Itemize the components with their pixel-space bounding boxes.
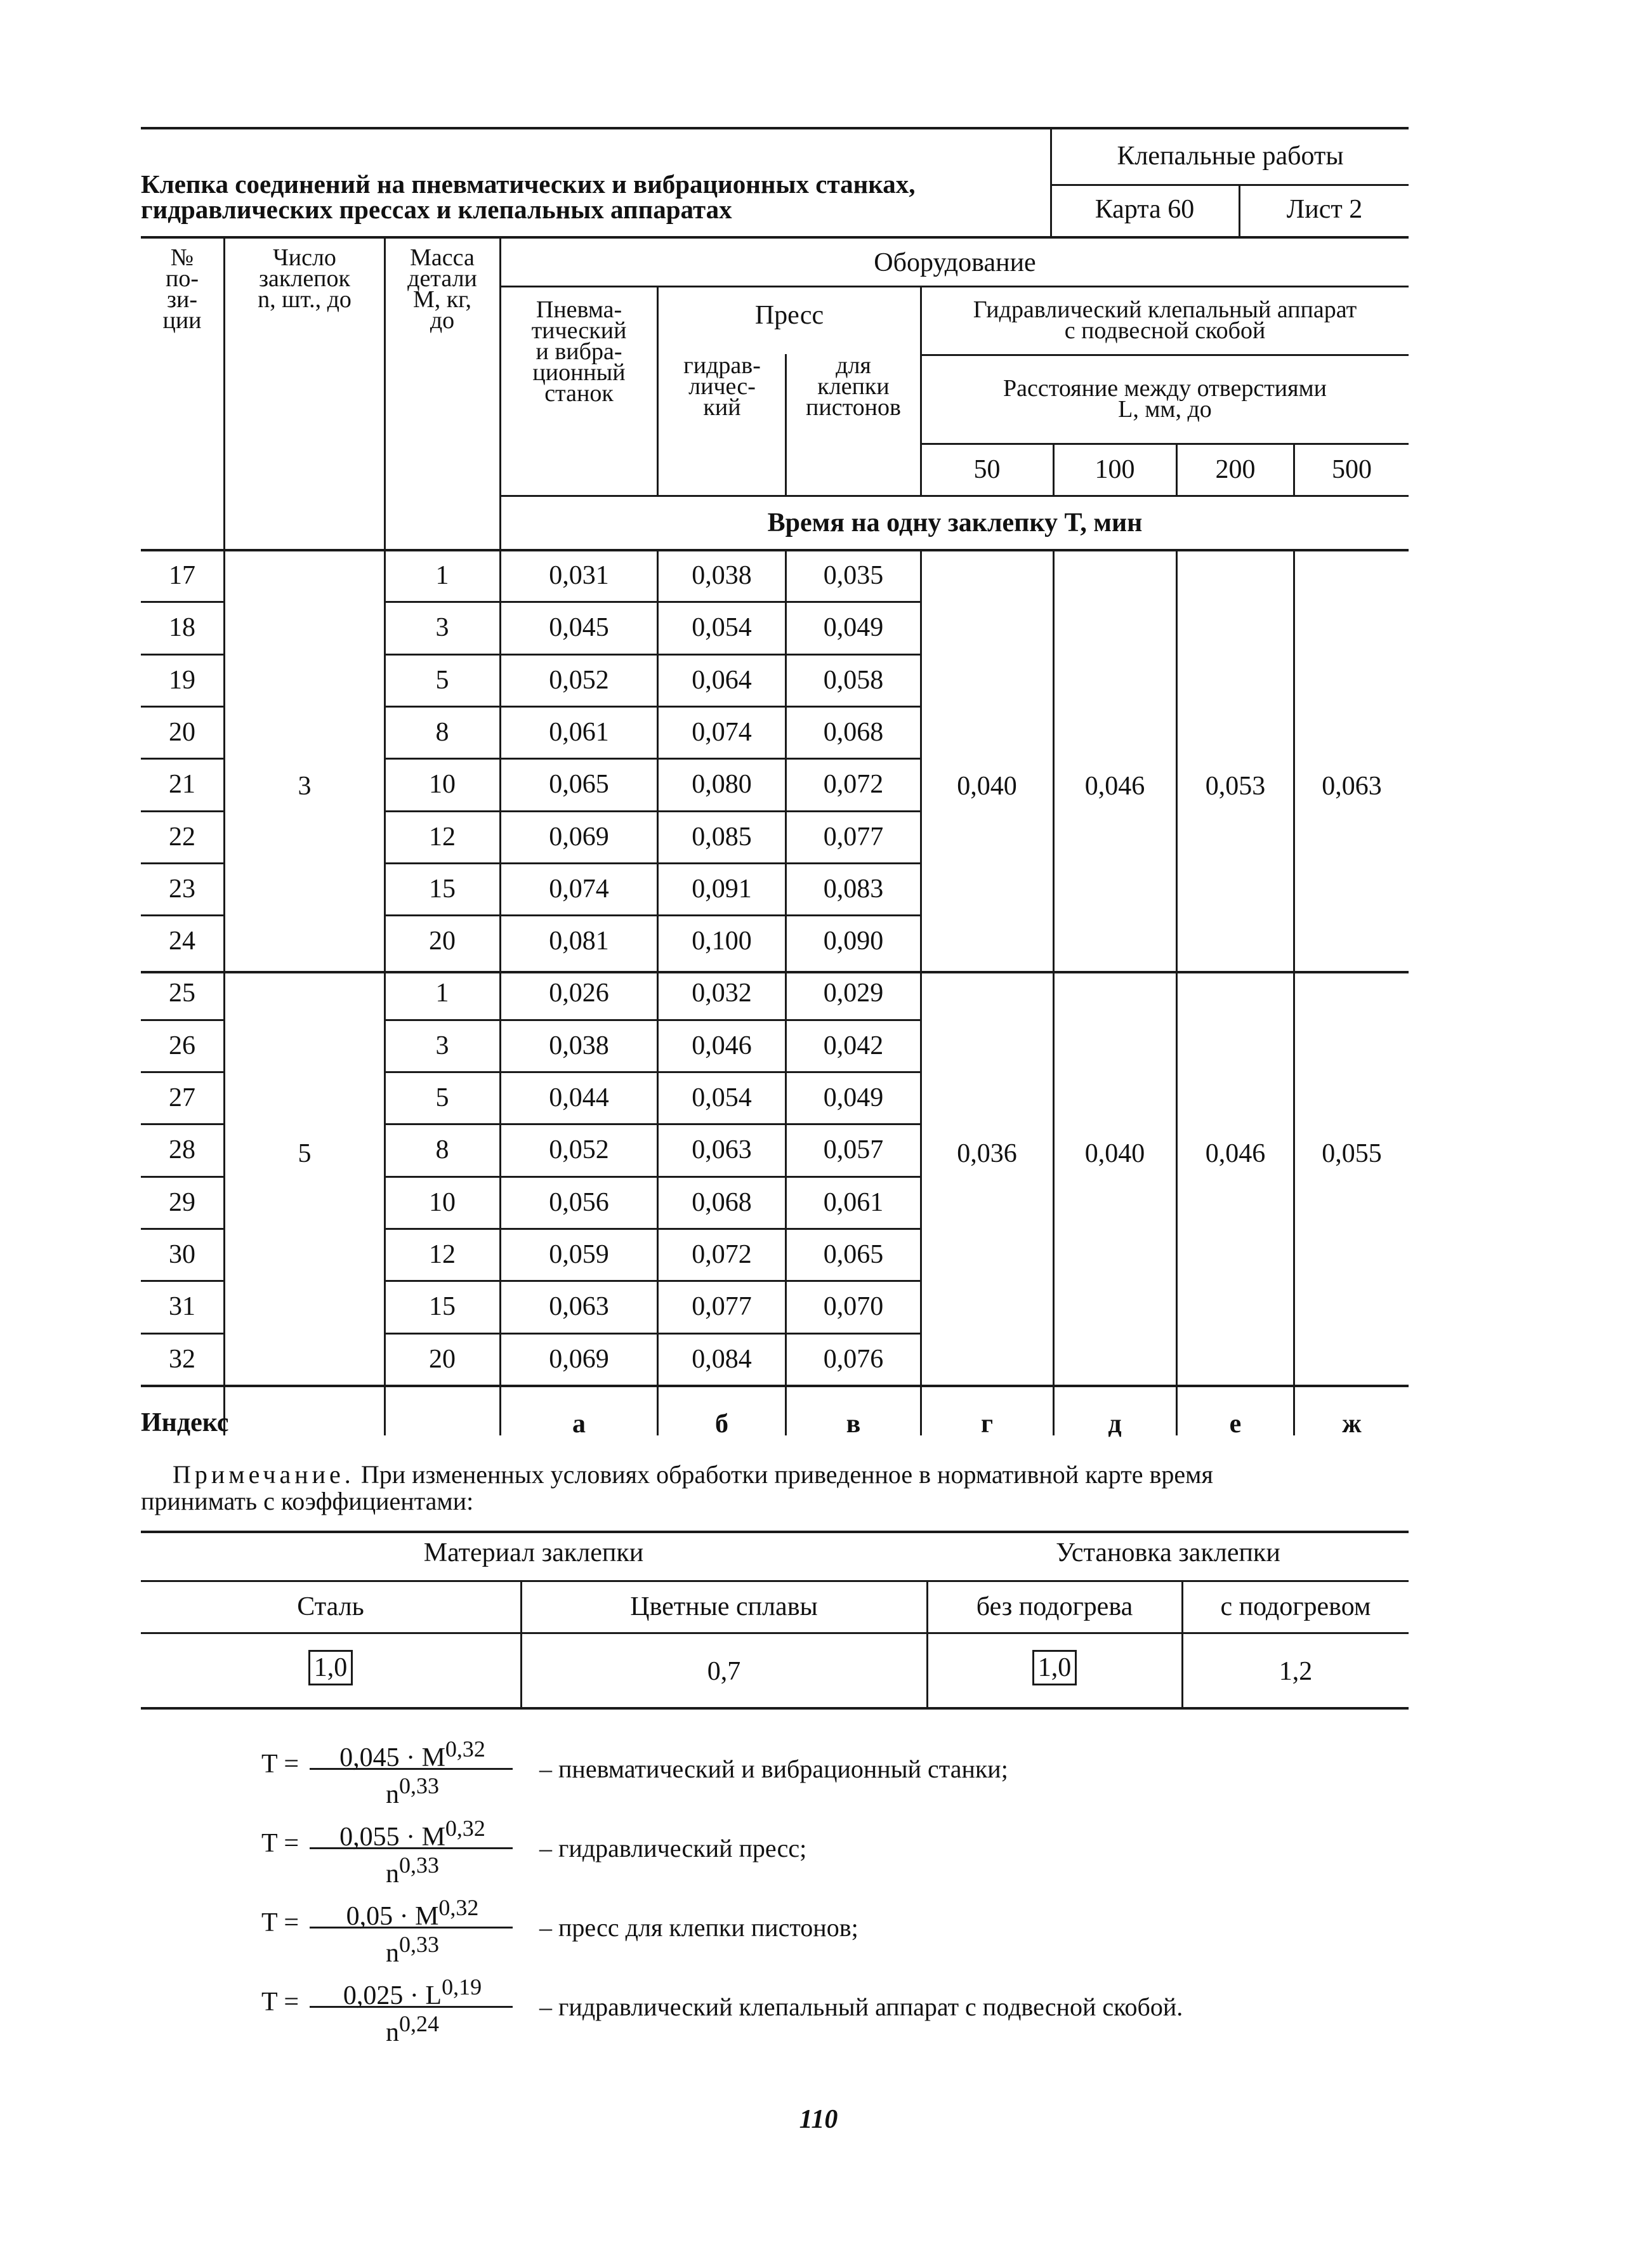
press-pistons-time-cell: 0,035 (823, 561, 884, 590)
card-number: Карта 60 (1095, 195, 1195, 224)
formula-denominator (305, 1930, 520, 1967)
col-mass-header (386, 244, 499, 334)
fraction-bar (310, 1768, 513, 1770)
mass-cell: 12 (429, 822, 456, 852)
distance-50: 50 (973, 455, 1001, 484)
press-hydraulic-time-cell: 0,046 (692, 1031, 752, 1060)
row-divider (141, 654, 223, 656)
press-pistons-time-cell: 0,068 (823, 717, 884, 747)
press-pistons-time-cell: 0,049 (823, 613, 884, 643)
position-cell: 20 (169, 717, 195, 747)
pneumatic-time-cell: 0,059 (549, 1239, 609, 1269)
index-b: б (715, 1409, 728, 1439)
header-text: Число (273, 244, 336, 271)
header-text: личес- (688, 373, 756, 400)
row-divider (384, 810, 920, 812)
press-pistons-time-cell: 0,072 (823, 770, 884, 800)
coef-steel (141, 1650, 520, 1685)
formula-lhs: T = (261, 1988, 299, 2017)
press-hydraulic-time-cell: 0,038 (692, 561, 752, 590)
pneumatic-time-cell: 0,081 (549, 926, 609, 956)
denominator-exponent: 0,24 (399, 2011, 439, 2036)
hyd-g2-200: 0,046 (1205, 1139, 1266, 1168)
press-pistons-time-cell: 0,070 (823, 1292, 884, 1322)
pneumatic-time-cell: 0,056 (549, 1187, 609, 1217)
header-text: по- (166, 265, 199, 292)
press-pistons-time-cell: 0,083 (823, 874, 884, 904)
coef-nonferrous: 0,7 (707, 1657, 741, 1686)
pneumatic-time-cell: 0,052 (549, 665, 609, 695)
row-divider (384, 1333, 920, 1335)
fraction-bar (310, 1927, 513, 1928)
header-text: Пневма- (536, 296, 622, 323)
row-divider (384, 1071, 920, 1073)
formula-description: – гидравлический пресс; (539, 1834, 807, 1863)
row-divider (141, 914, 223, 916)
formula-lhs: T = (261, 1908, 299, 1937)
pneumatic-header (501, 296, 657, 407)
mass-cell: 1 (435, 979, 449, 1008)
row-divider (141, 1071, 223, 1073)
press-hydraulic-time-cell: 0,054 (692, 1083, 752, 1112)
header-text: M, кг, (412, 286, 472, 313)
header-text: клепки (817, 373, 890, 400)
header-text: кий (703, 394, 741, 421)
row-divider (384, 862, 920, 864)
position-cell: 23 (169, 874, 195, 904)
header-text: Гидравлический клепальный аппарат (973, 296, 1357, 323)
header-text: станок (544, 380, 614, 407)
row-divider (141, 1123, 223, 1125)
index-a: а (572, 1409, 586, 1439)
header-text: ции (162, 307, 202, 334)
coef-heating: 1,2 (1279, 1657, 1313, 1686)
press-hydraulic-time-cell: 0,054 (692, 613, 752, 643)
pneumatic-time-cell: 0,026 (549, 979, 609, 1008)
mass-cell: 15 (429, 874, 456, 904)
index-v: в (846, 1409, 861, 1439)
coef-col-no-heating: без подогрева (976, 1592, 1133, 1621)
denominator-exponent: 0,33 (399, 1932, 439, 1957)
index-g: г (980, 1409, 994, 1439)
mass-cell: 5 (435, 665, 449, 695)
pneumatic-time-cell: 0,038 (549, 1031, 609, 1060)
position-cell: 30 (169, 1239, 195, 1269)
denominator-text: n (386, 2018, 399, 2047)
row-divider (384, 706, 920, 708)
page-number: 110 (799, 2105, 838, 2134)
install-header: Установка заклепки (1056, 1538, 1280, 1567)
note-text-1: При измененных условиях обработки приведенное в нормативной карте время (360, 1460, 1213, 1489)
row-divider (141, 758, 223, 760)
row-divider (141, 1280, 223, 1282)
hyd-g1-500: 0,063 (1322, 772, 1382, 801)
header-text: № (170, 244, 194, 271)
formula-numerator (305, 1894, 520, 1930)
header-text: и вибра- (536, 338, 622, 365)
press-pistons-time-cell: 0,077 (823, 822, 884, 852)
press-hydraulic-time-cell: 0,080 (692, 770, 752, 800)
hydraulic-apparatus-header (921, 296, 1409, 344)
denominator-text: n (386, 1859, 399, 1889)
row-divider (141, 706, 223, 708)
count-group-1: 3 (298, 772, 312, 801)
mass-cell: 3 (435, 1031, 449, 1060)
pneumatic-time-cell: 0,069 (549, 822, 609, 852)
row-divider (141, 862, 223, 864)
position-cell: 28 (169, 1135, 195, 1165)
row-divider (384, 1123, 920, 1125)
formula-denominator (305, 2010, 520, 2047)
hyd-g1-200: 0,053 (1205, 772, 1266, 801)
numerator-text: 0,025 · L (343, 1981, 442, 2010)
denominator-text: n (386, 1939, 399, 1968)
distance-500: 500 (1332, 455, 1372, 484)
pneumatic-time-cell: 0,052 (549, 1135, 609, 1165)
row-divider (384, 654, 920, 656)
formula-numerator (305, 1735, 520, 1772)
press-hydraulic-time-cell: 0,074 (692, 717, 752, 747)
row-divider (384, 1176, 920, 1178)
distance-200: 200 (1215, 455, 1256, 484)
col-count-header (225, 244, 384, 313)
press-hydraulic-time-cell: 0,077 (692, 1292, 752, 1322)
mass-cell: 3 (435, 613, 449, 643)
formula-numerator (305, 1973, 520, 2010)
header-text: n, шт., до (258, 286, 352, 313)
formula-lhs: T = (261, 1750, 299, 1779)
pneumatic-time-cell: 0,061 (549, 717, 609, 747)
formula-denominator (305, 1772, 520, 1809)
press-hydraulic-time-cell: 0,068 (692, 1187, 752, 1217)
position-cell: 32 (169, 1344, 195, 1374)
coef-col-steel: Сталь (297, 1592, 364, 1621)
press-hydraulic-time-cell: 0,032 (692, 979, 752, 1008)
row-divider (384, 1019, 920, 1021)
pneumatic-time-cell: 0,065 (549, 770, 609, 800)
pneumatic-time-cell: 0,044 (549, 1083, 609, 1112)
header-text: L, мм, до (1118, 396, 1212, 423)
mass-cell: 1 (435, 561, 449, 590)
press-hydraulic-time-cell: 0,072 (692, 1239, 752, 1269)
pneumatic-time-cell: 0,063 (549, 1292, 609, 1322)
formula-description: – пресс для клепки пистонов; (539, 1913, 858, 1942)
press-hydraulic-time-cell: 0,063 (692, 1135, 752, 1165)
position-cell: 31 (169, 1292, 195, 1322)
row-divider (141, 1228, 223, 1230)
coef-col-nonferrous: Цветные сплавы (630, 1592, 818, 1621)
press-pistons-header (787, 352, 920, 421)
position-cell: 27 (169, 1083, 195, 1112)
pneumatic-time-cell: 0,045 (549, 613, 609, 643)
formula-lhs: T = (261, 1829, 299, 1858)
numerator-text: 0,055 · M (339, 1823, 445, 1852)
position-cell: 26 (169, 1031, 195, 1060)
formula-description: – гидравлический клепальный аппарат с подвесной скобой. (539, 1993, 1183, 2021)
row-divider (141, 810, 223, 812)
pneumatic-time-cell: 0,069 (549, 1344, 609, 1374)
title-line-2: гидравлических прессах и клепальных аппаратах (141, 195, 732, 224)
mass-cell: 12 (429, 1239, 456, 1269)
row-divider (384, 1228, 920, 1230)
hyd-g2-50: 0,036 (957, 1139, 1017, 1168)
header-text: пистонов (806, 394, 901, 421)
denominator-exponent: 0,33 (399, 1773, 439, 1798)
row-divider (141, 1176, 223, 1178)
mass-cell: 15 (429, 1292, 456, 1322)
section-name: Клепальные работы (1117, 142, 1344, 171)
pneumatic-time-cell: 0,031 (549, 561, 609, 590)
position-cell: 21 (169, 770, 195, 800)
numerator-exponent: 0,32 (438, 1895, 479, 1920)
formula-numerator (305, 1814, 520, 1851)
row-divider (384, 601, 920, 603)
numerator-exponent: 0,19 (442, 1974, 482, 2000)
coef-no-heating (928, 1650, 1181, 1685)
fraction-bar (310, 2006, 513, 2008)
press-pistons-time-cell: 0,057 (823, 1135, 884, 1165)
press-pistons-time-cell: 0,029 (823, 979, 884, 1008)
position-cell: 24 (169, 926, 195, 956)
index-e: е (1229, 1409, 1242, 1439)
position-cell: 29 (169, 1187, 195, 1217)
mass-cell: 5 (435, 1083, 449, 1112)
header-text: детали (407, 265, 477, 292)
col-position-header (141, 244, 223, 334)
mass-cell: 20 (429, 926, 456, 956)
header-text: тический (531, 317, 627, 344)
press-pistons-time-cell: 0,061 (823, 1187, 884, 1217)
press-header: Пресс (754, 301, 824, 330)
press-pistons-time-cell: 0,049 (823, 1083, 884, 1112)
press-hydraulic-time-cell: 0,100 (692, 926, 752, 956)
distance-100: 100 (1095, 455, 1135, 484)
position-cell: 18 (169, 613, 195, 643)
header-text: гидрав- (683, 352, 761, 379)
press-hydraulic-time-cell: 0,085 (692, 822, 752, 852)
row-divider (141, 1333, 223, 1335)
note-text-2: принимать с коэффициентами: (141, 1487, 474, 1515)
position-cell: 19 (169, 665, 195, 695)
coef-no-heating-value: 1,0 (1032, 1650, 1077, 1685)
denominator-text: n (386, 1780, 399, 1809)
note-line-1 (173, 1460, 1213, 1489)
press-hydraulic-time-cell: 0,064 (692, 665, 752, 695)
row-divider (384, 1280, 920, 1282)
numerator-exponent: 0,32 (445, 1816, 485, 1841)
equipment-header: Оборудование (874, 248, 1036, 277)
hyd-g2-100: 0,040 (1084, 1139, 1145, 1168)
header-text: Масса (410, 244, 475, 271)
hyd-g1-50: 0,040 (957, 772, 1017, 801)
press-pistons-time-cell: 0,076 (823, 1344, 884, 1374)
numerator-exponent: 0,32 (445, 1736, 485, 1762)
header-text: Расстояние между отверстиями (1003, 375, 1327, 402)
row-divider (141, 1019, 223, 1021)
position-cell: 17 (169, 561, 195, 590)
formula-denominator (305, 1851, 520, 1888)
coef-col-heating: с подогревом (1220, 1592, 1371, 1621)
mass-cell: 8 (435, 717, 449, 747)
header-text: заклепок (259, 265, 350, 292)
press-pistons-time-cell: 0,090 (823, 926, 884, 956)
formula-description: – пневматический и вибрационный станки; (539, 1755, 1008, 1783)
header-text: ционный (532, 359, 626, 386)
press-pistons-time-cell: 0,058 (823, 665, 884, 695)
pneumatic-time-cell: 0,074 (549, 874, 609, 904)
header-text: с подвесной скобой (1064, 317, 1266, 344)
position-cell: 22 (169, 822, 195, 852)
index-label: Индекс (141, 1408, 229, 1437)
mass-cell: 20 (429, 1344, 456, 1374)
count-group-2: 5 (298, 1139, 312, 1168)
press-hydraulic-header (659, 352, 786, 421)
material-header: Материал заклепки (423, 1538, 644, 1567)
row-divider (141, 601, 223, 603)
sheet-number: Лист 2 (1286, 195, 1363, 224)
press-pistons-time-cell: 0,065 (823, 1239, 884, 1269)
position-cell: 25 (169, 979, 195, 1008)
press-pistons-time-cell: 0,042 (823, 1031, 884, 1060)
index-zh: ж (1342, 1409, 1362, 1439)
mass-cell: 10 (429, 1187, 456, 1217)
header-text: зи- (166, 286, 197, 313)
row-divider (384, 758, 920, 760)
header-text: до (430, 307, 455, 334)
mass-cell: 10 (429, 770, 456, 800)
mass-cell: 8 (435, 1135, 449, 1165)
hyd-g1-100: 0,046 (1084, 772, 1145, 801)
numerator-text: 0,045 · M (339, 1743, 445, 1772)
distance-header (921, 375, 1409, 423)
note-label: Примечание. (173, 1460, 355, 1489)
press-hydraulic-time-cell: 0,091 (692, 874, 752, 904)
denominator-exponent: 0,33 (399, 1852, 439, 1878)
row-divider (384, 914, 920, 916)
press-hydraulic-time-cell: 0,084 (692, 1344, 752, 1374)
time-label: Время на одну заклепку T, мин (767, 508, 1143, 537)
title-line-1: Клепка соединений на пневматических и вибрационных станках, (141, 169, 916, 199)
coef-steel-value: 1,0 (308, 1650, 353, 1685)
header-text: для (836, 352, 871, 379)
index-d: д (1108, 1409, 1122, 1439)
numerator-text: 0,05 · M (346, 1902, 439, 1931)
fraction-bar (310, 1847, 513, 1849)
hyd-g2-500: 0,055 (1322, 1139, 1382, 1168)
